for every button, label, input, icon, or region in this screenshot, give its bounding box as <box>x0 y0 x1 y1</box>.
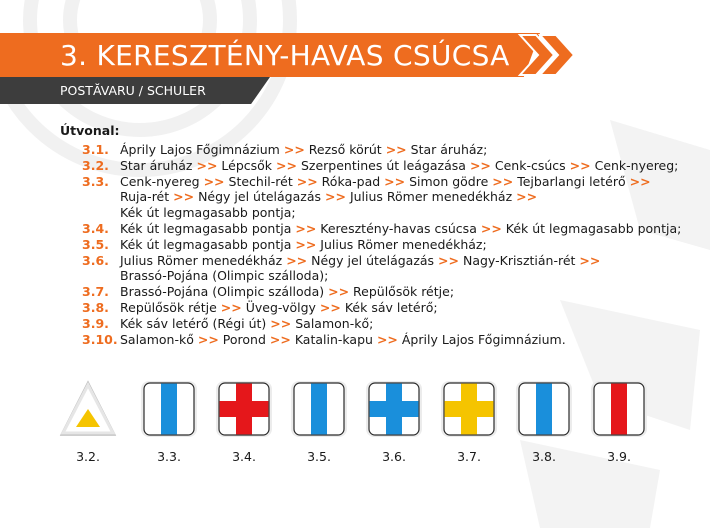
sign-label: 3.6. <box>382 449 406 464</box>
blue-stripe-icon <box>139 379 199 439</box>
route-step-text <box>120 189 537 204</box>
route-step-text <box>120 158 678 173</box>
route-place: Róka-pad <box>321 173 381 189</box>
route-place: Cenk-csúcs <box>494 157 566 173</box>
route-step-number: 3.7. <box>82 284 109 300</box>
route-separator: >> <box>492 173 514 189</box>
route-step-number: 3.4. <box>82 221 109 236</box>
route-separator: >> <box>376 331 398 347</box>
sign-label: 3.5. <box>307 449 331 464</box>
route-place: Kék út legmagasabb pontja; <box>120 205 296 221</box>
chevron-arrows-icon <box>516 33 578 77</box>
route-step-text <box>120 332 566 347</box>
route-separator: >> <box>295 236 317 252</box>
route-place: Kék sáv letérő (Régi út) <box>120 315 267 331</box>
route-step-text <box>120 221 681 236</box>
route-place: Katalin-kapu <box>294 331 373 347</box>
route-step-text <box>120 253 600 268</box>
route-separator: >> <box>283 142 305 157</box>
route-place: Kék út legmagasabb pontja; <box>505 221 682 236</box>
route-step-text <box>120 284 454 299</box>
route-separator: >> <box>286 252 308 268</box>
route-place: Julius Römer menedékház; <box>320 236 487 252</box>
route-heading: Útvonal: <box>60 123 120 138</box>
route-separator: >> <box>325 189 346 205</box>
route-place: Cenk-nyereg <box>120 173 200 189</box>
route-place: Üveg-völgy <box>245 300 316 315</box>
route-place: Stechil-rét <box>228 173 293 189</box>
route-step-number: 3.8. <box>82 300 109 315</box>
route-step-number: 3.6. <box>82 252 109 268</box>
route-place: Star áruház <box>120 157 193 173</box>
blue-cross-icon <box>364 379 424 439</box>
route-step-number: 3.3. <box>82 173 109 189</box>
route-step-number: 3.2. <box>82 157 109 173</box>
route-place: Kék sáv letérő; <box>344 300 438 315</box>
route-place: Négy jel útelágazás <box>311 252 435 268</box>
route-separator: >> <box>269 331 291 347</box>
route-place: Simon gödre <box>409 173 489 189</box>
route-step-text <box>120 300 438 315</box>
route-step-number: 3.5. <box>82 236 109 252</box>
route-place: Repülősök rétje <box>120 300 217 315</box>
route-place: Julius Römer menedékház <box>120 252 283 268</box>
route-separator: >> <box>579 252 601 268</box>
sign-label: 3.4. <box>232 449 256 464</box>
route-place: Ruja-rét <box>120 189 170 205</box>
route-place: Repülősök rétje; <box>353 284 455 300</box>
route-separator: >> <box>319 300 341 315</box>
route-separator: >> <box>438 252 459 268</box>
route-step-text <box>120 237 487 252</box>
sign-label: 3.3. <box>157 449 181 464</box>
page-title: 3. KERESZTÉNY-HAVAS CSÚCSA <box>60 39 510 72</box>
route-separator: >> <box>196 157 218 173</box>
route-place: Cenk-nyereg; <box>594 157 679 173</box>
route-step-number: 3.1. <box>82 142 109 157</box>
route-step-number: 3.9. <box>82 315 109 331</box>
route-separator: >> <box>516 189 538 205</box>
route-separator: >> <box>295 221 317 236</box>
route-separator: >> <box>480 221 502 236</box>
route-place: Áprily Lajos Főgimnázium. <box>401 331 566 347</box>
route-place: Salamon-kő; <box>295 315 374 331</box>
route-place: Brassó-Pojána (Olimpic szálloda); <box>120 268 329 284</box>
route-place: Star áruház; <box>410 142 488 157</box>
route-separator: >> <box>173 189 195 205</box>
route-separator: >> <box>276 157 297 173</box>
route-place: Kék út legmagasabb pontja <box>120 221 292 236</box>
route-place: Nagy-Krisztián-rét <box>462 252 576 268</box>
yellow-cross-icon <box>439 379 499 439</box>
route-place: Salamon-kő <box>120 331 194 347</box>
route-step-number: 3.10. <box>82 331 118 347</box>
sign-label: 3.2. <box>76 449 100 464</box>
route-step-text <box>120 174 651 189</box>
route-place: Porond <box>222 331 266 347</box>
route-place: Kék út legmagasabb pontja <box>120 236 292 252</box>
route-place: Julius Römer menedékház <box>349 189 513 205</box>
route-place: Keresztény-havas csúcsa <box>320 221 477 236</box>
blue-stripe-icon <box>289 379 349 439</box>
yellow-triangle-icon <box>58 379 118 439</box>
route-separator: >> <box>629 173 651 189</box>
route-step-text <box>120 316 373 331</box>
route-separator: >> <box>385 142 407 157</box>
route-place: Brassó-Pojána (Olimpic szálloda) <box>120 284 325 300</box>
route-separator: >> <box>569 157 591 173</box>
route-place: Négy jel útelágazás <box>198 189 322 205</box>
route-step-text <box>120 205 296 220</box>
route-place: Áprily Lajos Főgimnázium <box>120 142 280 157</box>
red-stripe-icon <box>589 379 649 439</box>
route-step-text <box>120 268 328 283</box>
route-place: Tejbarlangi letérő <box>517 173 626 189</box>
route-step-text <box>120 142 487 157</box>
route-separator: >> <box>469 157 491 173</box>
route-separator: >> <box>384 173 406 189</box>
route-separator: >> <box>203 173 225 189</box>
route-separator: >> <box>296 173 318 189</box>
red-cross-icon <box>214 379 274 439</box>
blue-stripe-icon <box>514 379 574 439</box>
route-separator: >> <box>197 331 219 347</box>
sign-label: 3.7. <box>457 449 481 464</box>
route-separator: >> <box>328 284 350 300</box>
sign-label: 3.9. <box>607 449 631 464</box>
sign-label: 3.8. <box>532 449 556 464</box>
route-place: Rezső körút <box>308 142 382 157</box>
route-place: Szerpentines út leágazása <box>300 157 466 173</box>
route-separator: >> <box>270 315 292 331</box>
route-place: Lépcsők <box>221 157 273 173</box>
route-separator: >> <box>220 300 242 315</box>
page-subtitle: POSTĂVARU / SCHULER <box>60 83 206 98</box>
